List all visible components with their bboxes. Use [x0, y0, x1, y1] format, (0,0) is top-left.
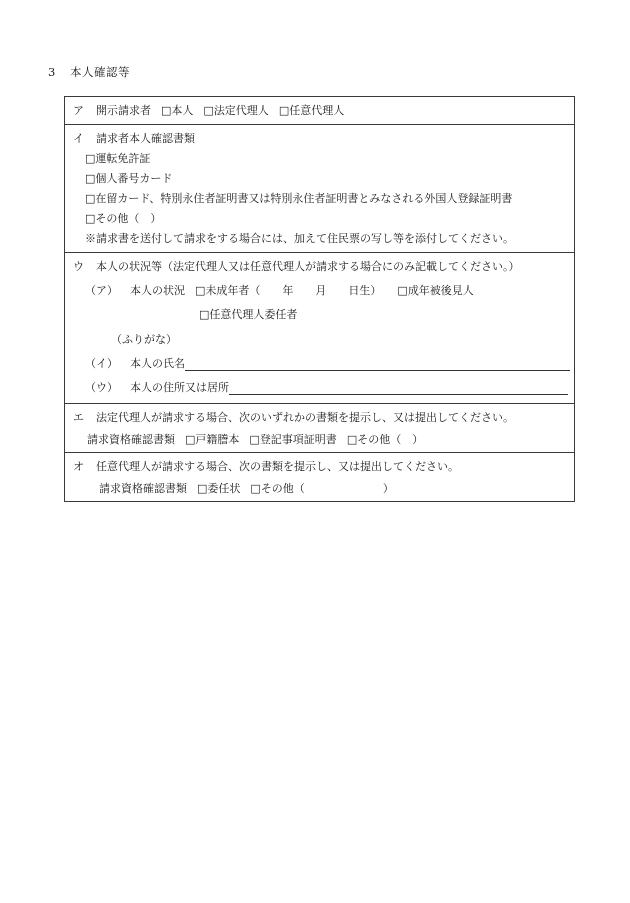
checkbox-principal[interactable]	[161, 104, 171, 117]
option-family-register: 戸籍謄本	[195, 433, 240, 446]
principal-status-section	[65, 252, 574, 403]
id-documents-label: 請求者本人確認書類	[96, 132, 195, 145]
option-other-legal-doc: その他（ ）	[357, 433, 424, 446]
id-documents-section	[65, 124, 574, 252]
status-number: （ア）	[85, 284, 118, 297]
checkbox-legal-agent[interactable]	[203, 104, 213, 117]
status-label: 本人の状況	[130, 284, 185, 297]
checkbox-other-voluntary-doc[interactable]	[250, 482, 260, 495]
legal-agent-docs-label: 法定代理人が請求する場合、次のいずれかの書類を提示し、又は提出してください。	[96, 411, 514, 424]
checkbox-my-number-card[interactable]	[85, 172, 95, 185]
qualification-docs-label: 請求資格確認書類	[87, 433, 175, 446]
qualification-docs-label: 請求資格確認書類	[99, 482, 187, 495]
furigana-label: （ふりがな）	[111, 333, 177, 346]
option-other-voluntary-doc: その他（	[260, 482, 305, 495]
option-residence-card: 在留カード、特別永住者証明書又は特別永住者証明書とみなされる外国人登録証明書	[95, 192, 513, 205]
name-number: （イ）	[85, 357, 118, 370]
section-letter: オ	[73, 460, 84, 473]
adult-ward-label: 成年被後見人	[407, 284, 474, 297]
checkbox-registry-certificate[interactable]	[249, 433, 259, 446]
name-field[interactable]	[185, 357, 570, 371]
birth-day-label: 日生）	[348, 284, 382, 297]
checkbox-adult-ward[interactable]	[397, 284, 407, 297]
requester-type-section	[65, 97, 574, 124]
requester-type-label: 開示請求者	[96, 104, 151, 117]
address-number: （ウ）	[85, 381, 118, 394]
checkbox-drivers-license[interactable]	[85, 152, 95, 165]
option-voluntary-agent: 任意代理人	[289, 104, 345, 117]
checkbox-other-id[interactable]	[85, 212, 95, 225]
option-drivers-license: 運転免許証	[95, 152, 151, 165]
minor-label: 未成年者（	[205, 284, 261, 297]
heading-title: 本人確認等	[70, 65, 130, 79]
option-legal-agent: 法定代理人	[213, 104, 269, 117]
option-power-of-attorney: 委任状	[207, 482, 241, 495]
mail-request-note: ※請求書を送付して請求をする場合には、加えて住民票の写し等を添付してください。	[85, 232, 514, 245]
identity-confirmation-form	[64, 96, 575, 502]
section-letter: エ	[73, 411, 84, 424]
section-heading	[48, 64, 130, 80]
option-my-number-card: 個人番号カード	[95, 172, 173, 185]
checkbox-family-register[interactable]	[185, 433, 195, 446]
option-other-id: その他（ ）	[95, 212, 162, 225]
delegator-label: 任意代理人委任者	[209, 308, 298, 321]
checkbox-delegator[interactable]	[199, 308, 209, 321]
legal-agent-docs-section	[65, 403, 574, 452]
voluntary-agent-docs-section	[65, 452, 574, 501]
birth-year-label: 年	[282, 284, 294, 297]
option-principal: 本人	[171, 104, 194, 117]
name-label: 本人の氏名	[130, 357, 185, 370]
section-letter: ウ	[73, 260, 84, 273]
heading-number: 3	[48, 65, 56, 79]
section-letter: イ	[73, 132, 84, 145]
checkbox-residence-card[interactable]	[85, 192, 95, 205]
principal-status-label: 本人の状況等（法定代理人又は任意代理人が請求する場合にのみ記載してください。）	[96, 260, 520, 273]
voluntary-agent-docs-label: 任意代理人が請求する場合、次の書類を提示し、又は提出してください。	[96, 460, 459, 473]
address-label: 本人の住所又は居所	[130, 381, 229, 394]
birth-month-label: 月	[315, 284, 327, 297]
checkbox-power-of-attorney[interactable]	[197, 482, 207, 495]
section-letter: ア	[73, 104, 84, 117]
address-field[interactable]	[229, 381, 568, 395]
checkbox-other-legal-doc[interactable]	[347, 433, 357, 446]
option-registry-certificate: 登記事項証明書	[259, 433, 337, 446]
checkbox-minor[interactable]	[195, 284, 205, 297]
checkbox-voluntary-agent[interactable]	[279, 104, 289, 117]
other-close-paren: ）	[382, 482, 394, 495]
